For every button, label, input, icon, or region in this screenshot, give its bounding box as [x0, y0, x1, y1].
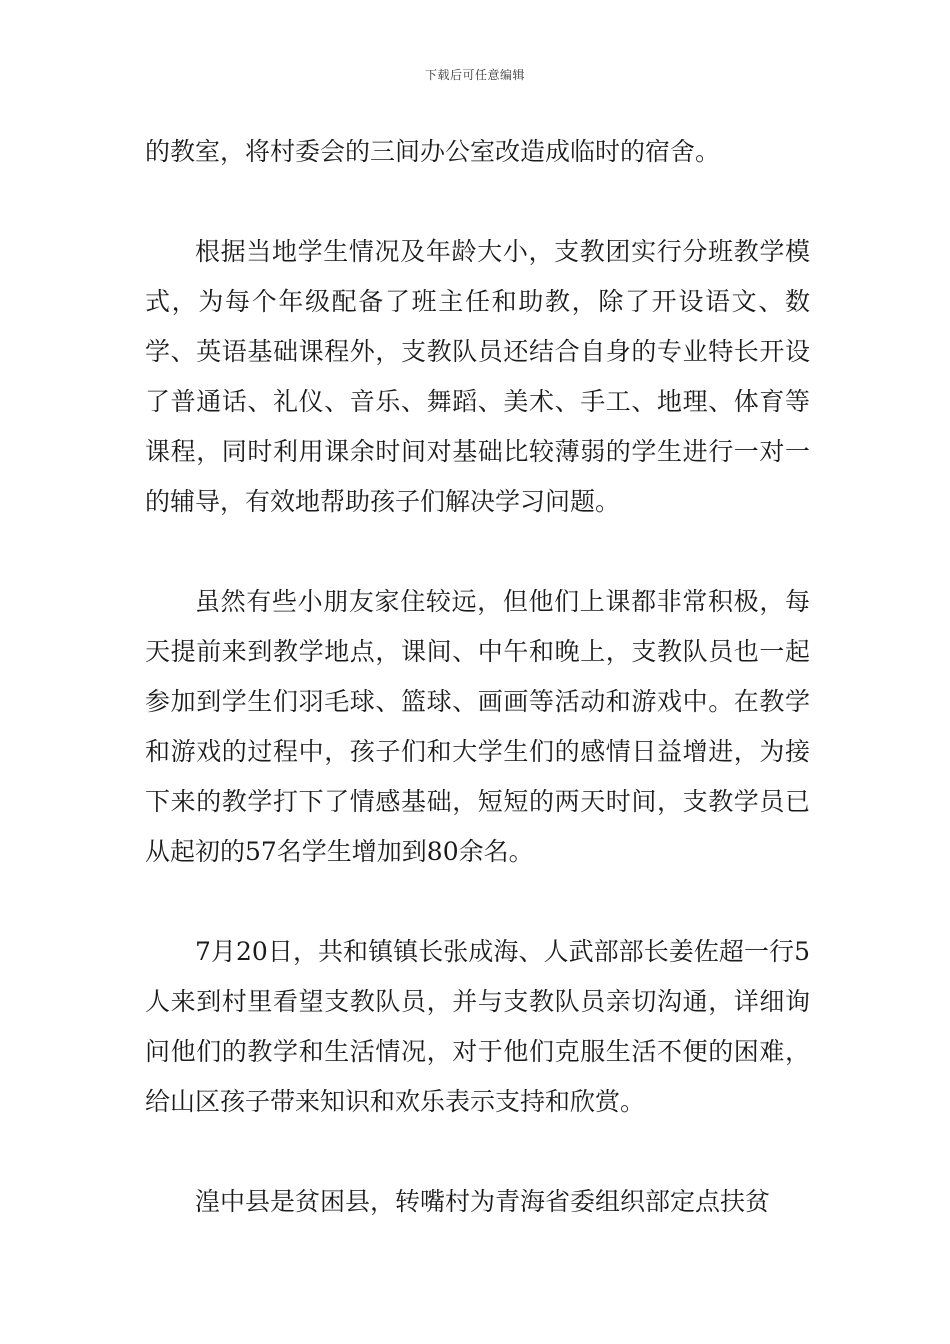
paragraph-continuation: 的教室，将村委会的三间办公室改造成临时的宿舍。 [145, 137, 721, 166]
paragraph-gap [145, 877, 810, 927]
paragraph-gap [145, 1127, 810, 1177]
paragraph-activities: 虽然有些小朋友家住较远，但他们上课都非常积极，每天提前来到教学地点，课间、中午和晚上，支教队员也一起参加到学生们羽毛球、篮球、画画等活动和游戏中。在教学和游戏的过程中，孩子们和大学生们的感情日益增进，为接下来的教学打下了情感基础，短短的两天时间，支教学员已从起初的57名学生增加到80余名。 [145, 587, 810, 866]
paragraph-gap [145, 527, 810, 577]
paragraph-county: 湟中县是贫困县，转嘴村为青海省委组织部定点扶贫 [195, 1187, 771, 1216]
document-body [145, 127, 810, 1227]
paragraph-gap [145, 177, 810, 227]
paragraph-visit: 7月20日，共和镇镇长张成海、人武部部长姜佐超一行5人来到村里看望支教队员，并与支教队员亲切沟通，详细询问他们的教学和生活情况，对于他们克服生活不便的困难，给山区孩子带来知识和欢乐表示支持和欣赏。 [145, 937, 810, 1116]
page-header-note: 下载后可任意编辑 [424, 68, 525, 82]
paragraph-curriculum: 根据当地学生情况及年龄大小，支教团实行分班教学模式，为每个年级配备了班主任和助教，除了开设语文、数学、英语基础课程外，支教队员还结合自身的专业特长开设了普通话、礼仪、音乐、舞蹈、美术、手工、地理、体育等课程，同时利用课余时间对基础比较薄弱的学生进行一对一的辅导，有效地帮助孩子们解决学习问题。 [145, 237, 810, 516]
